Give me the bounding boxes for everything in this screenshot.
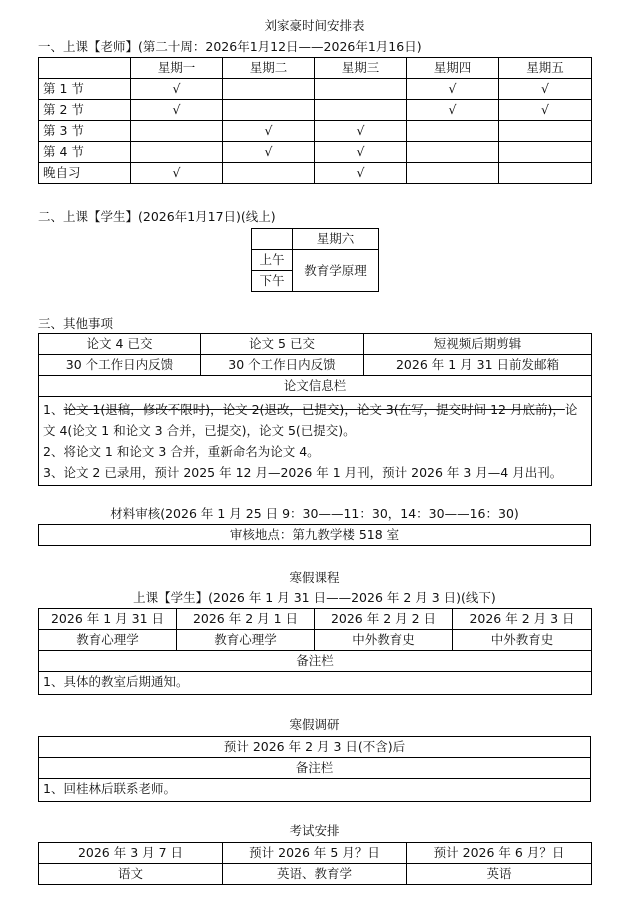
- info-line-1-rest: 论文 4(论文 1 和论文 3 合并，已提交)，论文 5(已提交)。: [43, 402, 578, 438]
- day-header: 星期一: [131, 58, 223, 79]
- check-cell: [499, 142, 592, 163]
- check-cell: [407, 121, 499, 142]
- check-cell: √: [131, 163, 223, 184]
- day-header: 星期四: [407, 58, 499, 79]
- day-header: 星期三: [315, 58, 407, 79]
- table-header-row: [252, 229, 379, 250]
- material-table: [38, 524, 591, 546]
- table-row: [39, 79, 592, 100]
- corner-cell: [252, 229, 293, 250]
- period-label: 第 4 节: [39, 142, 131, 163]
- info-line-1-struck: 论文 1(退稿，修改不限时)，论文 2(退改，已提交)，论文 3(在写，提交时间 12 月底前)，: [63, 402, 565, 417]
- course-name: 中外教育史: [453, 630, 592, 651]
- check-cell: √: [407, 79, 499, 100]
- note-line: 1、具体的教室后期通知。: [39, 672, 592, 695]
- check-cell: [407, 163, 499, 184]
- table-row: [39, 355, 592, 376]
- info-line-1-prefix: 1、: [43, 402, 64, 417]
- table-row: [39, 142, 592, 163]
- info-title: 论文信息栏: [39, 376, 592, 397]
- table-row: [39, 672, 592, 695]
- notes-title: 备注栏: [39, 758, 591, 779]
- info-line-3: 3、论文 2 已录用，预计 2025 年 12 月—2026 年 1 月刊，预计 2026 年 3 月—4 月出刊。: [43, 465, 563, 480]
- check-cell: √: [499, 100, 592, 121]
- course-cell: 教育学原理: [293, 250, 379, 292]
- check-cell: [131, 121, 223, 142]
- table-row: [252, 250, 379, 271]
- table-row: [39, 758, 591, 779]
- table-row: [39, 397, 592, 486]
- slot-label: 上午: [252, 250, 293, 271]
- check-cell: [499, 163, 592, 184]
- exam-table: [38, 842, 592, 885]
- table-header-row: [39, 334, 592, 355]
- teacher-schedule-table: [38, 57, 592, 184]
- course-date: 2026 年 2 月 3 日: [453, 609, 592, 630]
- check-cell: √: [131, 100, 223, 121]
- check-cell: √: [315, 163, 407, 184]
- check-cell: [499, 121, 592, 142]
- table-header-row: [39, 843, 592, 864]
- day-header: 星期五: [499, 58, 592, 79]
- check-cell: [315, 100, 407, 121]
- course-date: 2026 年 1 月 31 日: [39, 609, 177, 630]
- check-cell: [407, 142, 499, 163]
- corner-cell: [39, 58, 131, 79]
- winter-research-title: 寒假调研: [289, 717, 340, 732]
- check-cell: √: [223, 142, 315, 163]
- check-cell: √: [223, 121, 315, 142]
- day-header: 星期六: [293, 229, 379, 250]
- day-header: 星期二: [223, 58, 315, 79]
- table-row: [39, 864, 592, 885]
- paper-info-notes: [39, 397, 592, 486]
- table-row: [39, 651, 592, 672]
- info-line-2: 2、将论文 1 和论文 3 合并，重新命名为论文 4。: [43, 444, 320, 459]
- winter-research-table: [38, 736, 591, 802]
- check-cell: √: [407, 100, 499, 121]
- notes-title: 备注栏: [39, 651, 592, 672]
- check-cell: [131, 142, 223, 163]
- research-expected: 预计 2026 年 2 月 3 日(不含)后: [39, 737, 591, 758]
- other-matters-table: [38, 333, 592, 486]
- material-heading: 材料审核(2026 年 1 月 25 日 9：30——11：30，14：30——16：30): [110, 506, 519, 521]
- matter-value: 30 个工作日内反馈: [201, 355, 364, 376]
- matter-header: 短视频后期剪辑: [364, 334, 592, 355]
- table-header-row: [39, 58, 592, 79]
- section1-heading: 一、上课【老师】(第二十周：2026年1月12日——2026年1月16日): [38, 39, 422, 54]
- check-cell: [315, 79, 407, 100]
- course-name: 中外教育史: [315, 630, 453, 651]
- period-label: 第 3 节: [39, 121, 131, 142]
- exam-subject: 英语、教育学: [223, 864, 407, 885]
- check-cell: [223, 163, 315, 184]
- table-row: [39, 376, 592, 397]
- table-row: [39, 163, 592, 184]
- section2-heading: 二、上课【学生】(2026年1月17日)(线上): [38, 209, 276, 224]
- note-line: 1、回桂林后联系老师。: [39, 779, 591, 802]
- period-label: 晚自习: [39, 163, 131, 184]
- matter-value: 30 个工作日内反馈: [39, 355, 201, 376]
- check-cell: √: [315, 142, 407, 163]
- table-row: [39, 737, 591, 758]
- course-date: 2026 年 2 月 2 日: [315, 609, 453, 630]
- exam-title: 考试安排: [289, 823, 340, 838]
- section3-heading: 三、其他事项: [38, 316, 114, 331]
- exam-date: 预计 2026 年 5 月？日: [223, 843, 407, 864]
- table-row: [39, 779, 591, 802]
- exam-date: 2026 年 3 月 7 日: [39, 843, 223, 864]
- student-online-table: [251, 228, 379, 292]
- course-name: 教育心理学: [39, 630, 177, 651]
- winter-course-title: 寒假课程: [289, 570, 340, 585]
- table-header-row: [39, 609, 592, 630]
- table-row: [39, 121, 592, 142]
- check-cell: [223, 79, 315, 100]
- page-title: 刘家豪时间安排表: [264, 18, 365, 33]
- slot-label: 下午: [252, 271, 293, 292]
- matter-header: 论文 4 已交: [39, 334, 201, 355]
- table-row: [39, 630, 592, 651]
- period-label: 第 1 节: [39, 79, 131, 100]
- check-cell: √: [499, 79, 592, 100]
- material-location: 审核地点：第九教学楼 518 室: [39, 525, 591, 546]
- course-name: 教育心理学: [177, 630, 315, 651]
- info-line-1: [43, 399, 587, 441]
- period-label: 第 2 节: [39, 100, 131, 121]
- winter-course-subtitle: 上课【学生】(2026 年 1 月 31 日——2026 年 2 月 3 日)(线下): [133, 590, 496, 605]
- exam-subject: 语文: [39, 864, 223, 885]
- matter-header: 论文 5 已交: [201, 334, 364, 355]
- winter-course-table: [38, 608, 592, 695]
- exam-date: 预计 2026 年 6 月？日: [407, 843, 592, 864]
- check-cell: √: [315, 121, 407, 142]
- table-row: [39, 100, 592, 121]
- check-cell: [223, 100, 315, 121]
- check-cell: √: [131, 79, 223, 100]
- exam-subject: 英语: [407, 864, 592, 885]
- matter-value: 2026 年 1 月 31 日前发邮箱: [364, 355, 592, 376]
- course-date: 2026 年 2 月 1 日: [177, 609, 315, 630]
- table-row: [39, 525, 591, 546]
